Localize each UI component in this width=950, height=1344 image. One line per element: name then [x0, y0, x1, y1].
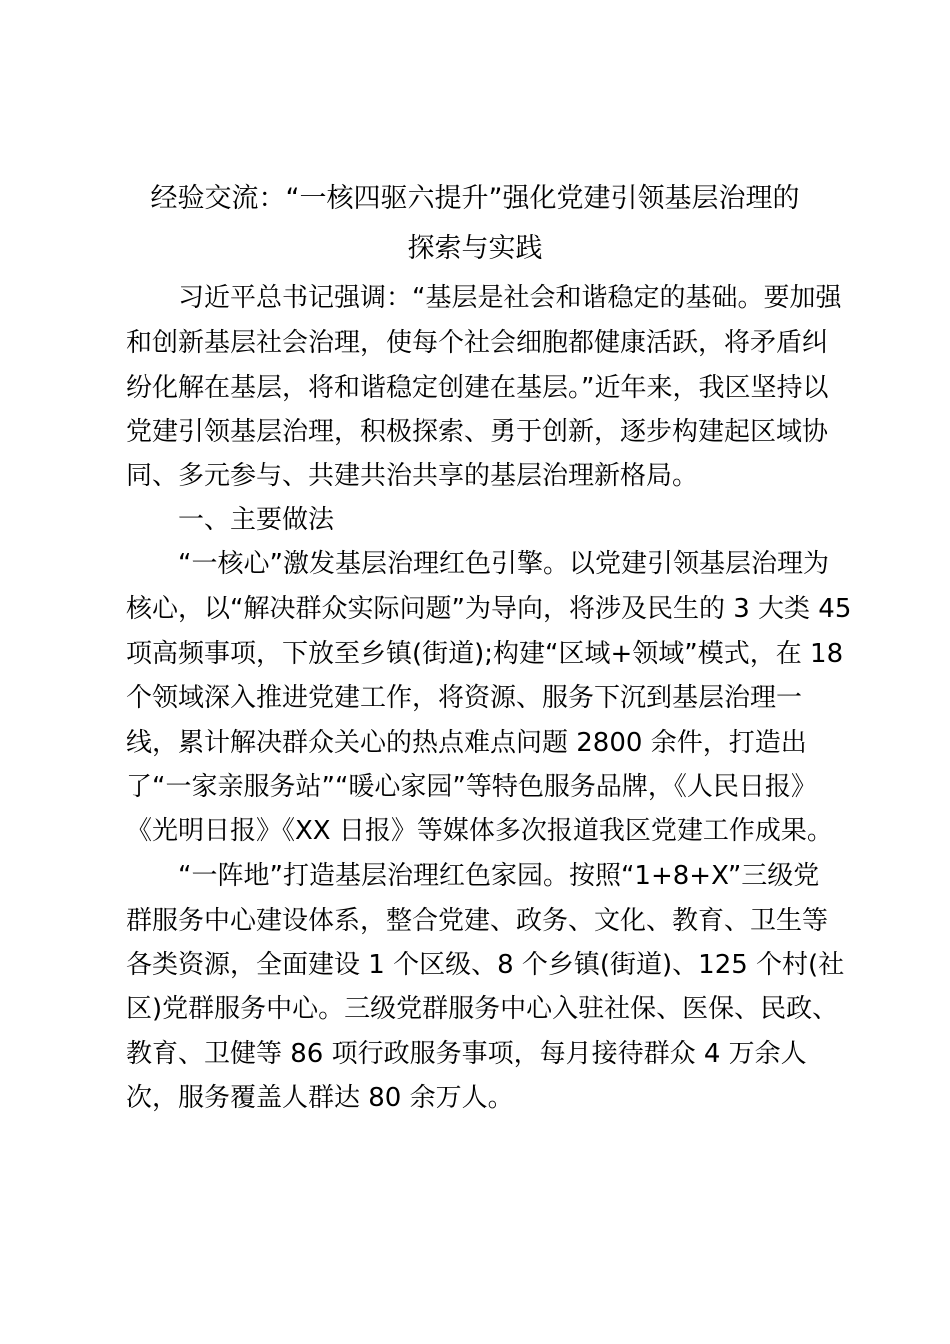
paragraph-line: 线，累计解决群众关心的热点难点问题 2800 余件，打造出 — [126, 728, 807, 758]
paragraph-line: 习近平总书记强调：“基层是社会和谐稳定的基础。要加强 — [178, 283, 842, 313]
paragraph-line: 同、多元参与、共建共治共享的基层治理新格局。 — [126, 461, 699, 491]
section-heading: 一、主要做法 — [178, 505, 335, 535]
paragraph-line: 个领域深入推进党建工作，将资源、服务下沉到基层治理一 — [126, 683, 803, 713]
paragraph-line: 群服务中心建设体系，整合党建、政务、文化、教育、卫生等 — [126, 906, 829, 936]
paragraph-line: “一核心”激发基层治理红色引擎。以党建引领基层治理为 — [178, 549, 829, 579]
paragraph-line: 次，服务覆盖人群达 80 余万人。 — [126, 1083, 514, 1113]
paragraph-line: 区)党群服务中心。三级党群服务中心入驻社保、医保、民政、 — [126, 994, 839, 1024]
paragraph-line: 各类资源，全面建设 1 个区级、8 个乡镇(街道)、125 个村(社 — [126, 950, 845, 980]
document-title-line-1: 经验交流：“一核四驱六提升”强化党建引领基层治理的 — [150, 183, 800, 214]
paragraph-line: “一阵地”打造基层治理红色家园。按照“1+8+X”三级党 — [178, 861, 820, 891]
paragraph-line: 了“一家亲服务站”“暖心家园”等特色服务品牌，《人民日报》 — [126, 772, 817, 802]
paragraph-line: 纷化解在基层，将和谐稳定创建在基层。”近年来，我区坚持以 — [126, 373, 829, 403]
paragraph-line: 和创新基层社会治理，使每个社会细胞都健康活跃，将矛盾纠 — [126, 328, 829, 358]
document-title-line-2: 探索与实践 — [407, 233, 543, 264]
paragraph-line: 《光明日报》《XX 日报》等媒体多次报道我区党建工作成果。 — [126, 816, 833, 846]
paragraph-line: 党建引领基层治理，积极探索、勇于创新，逐步构建起区域协 — [126, 417, 829, 447]
paragraph-line: 教育、卫健等 86 项行政服务事项，每月接待群众 4 万余人 — [126, 1039, 807, 1069]
paragraph-line: 项高频事项，下放至乡镇(街道);构建“区域+领域”模式，在 18 — [126, 639, 844, 669]
paragraph-line: 核心，以“解决群众实际问题”为导向，将涉及民生的 3 大类 45 — [126, 594, 852, 624]
